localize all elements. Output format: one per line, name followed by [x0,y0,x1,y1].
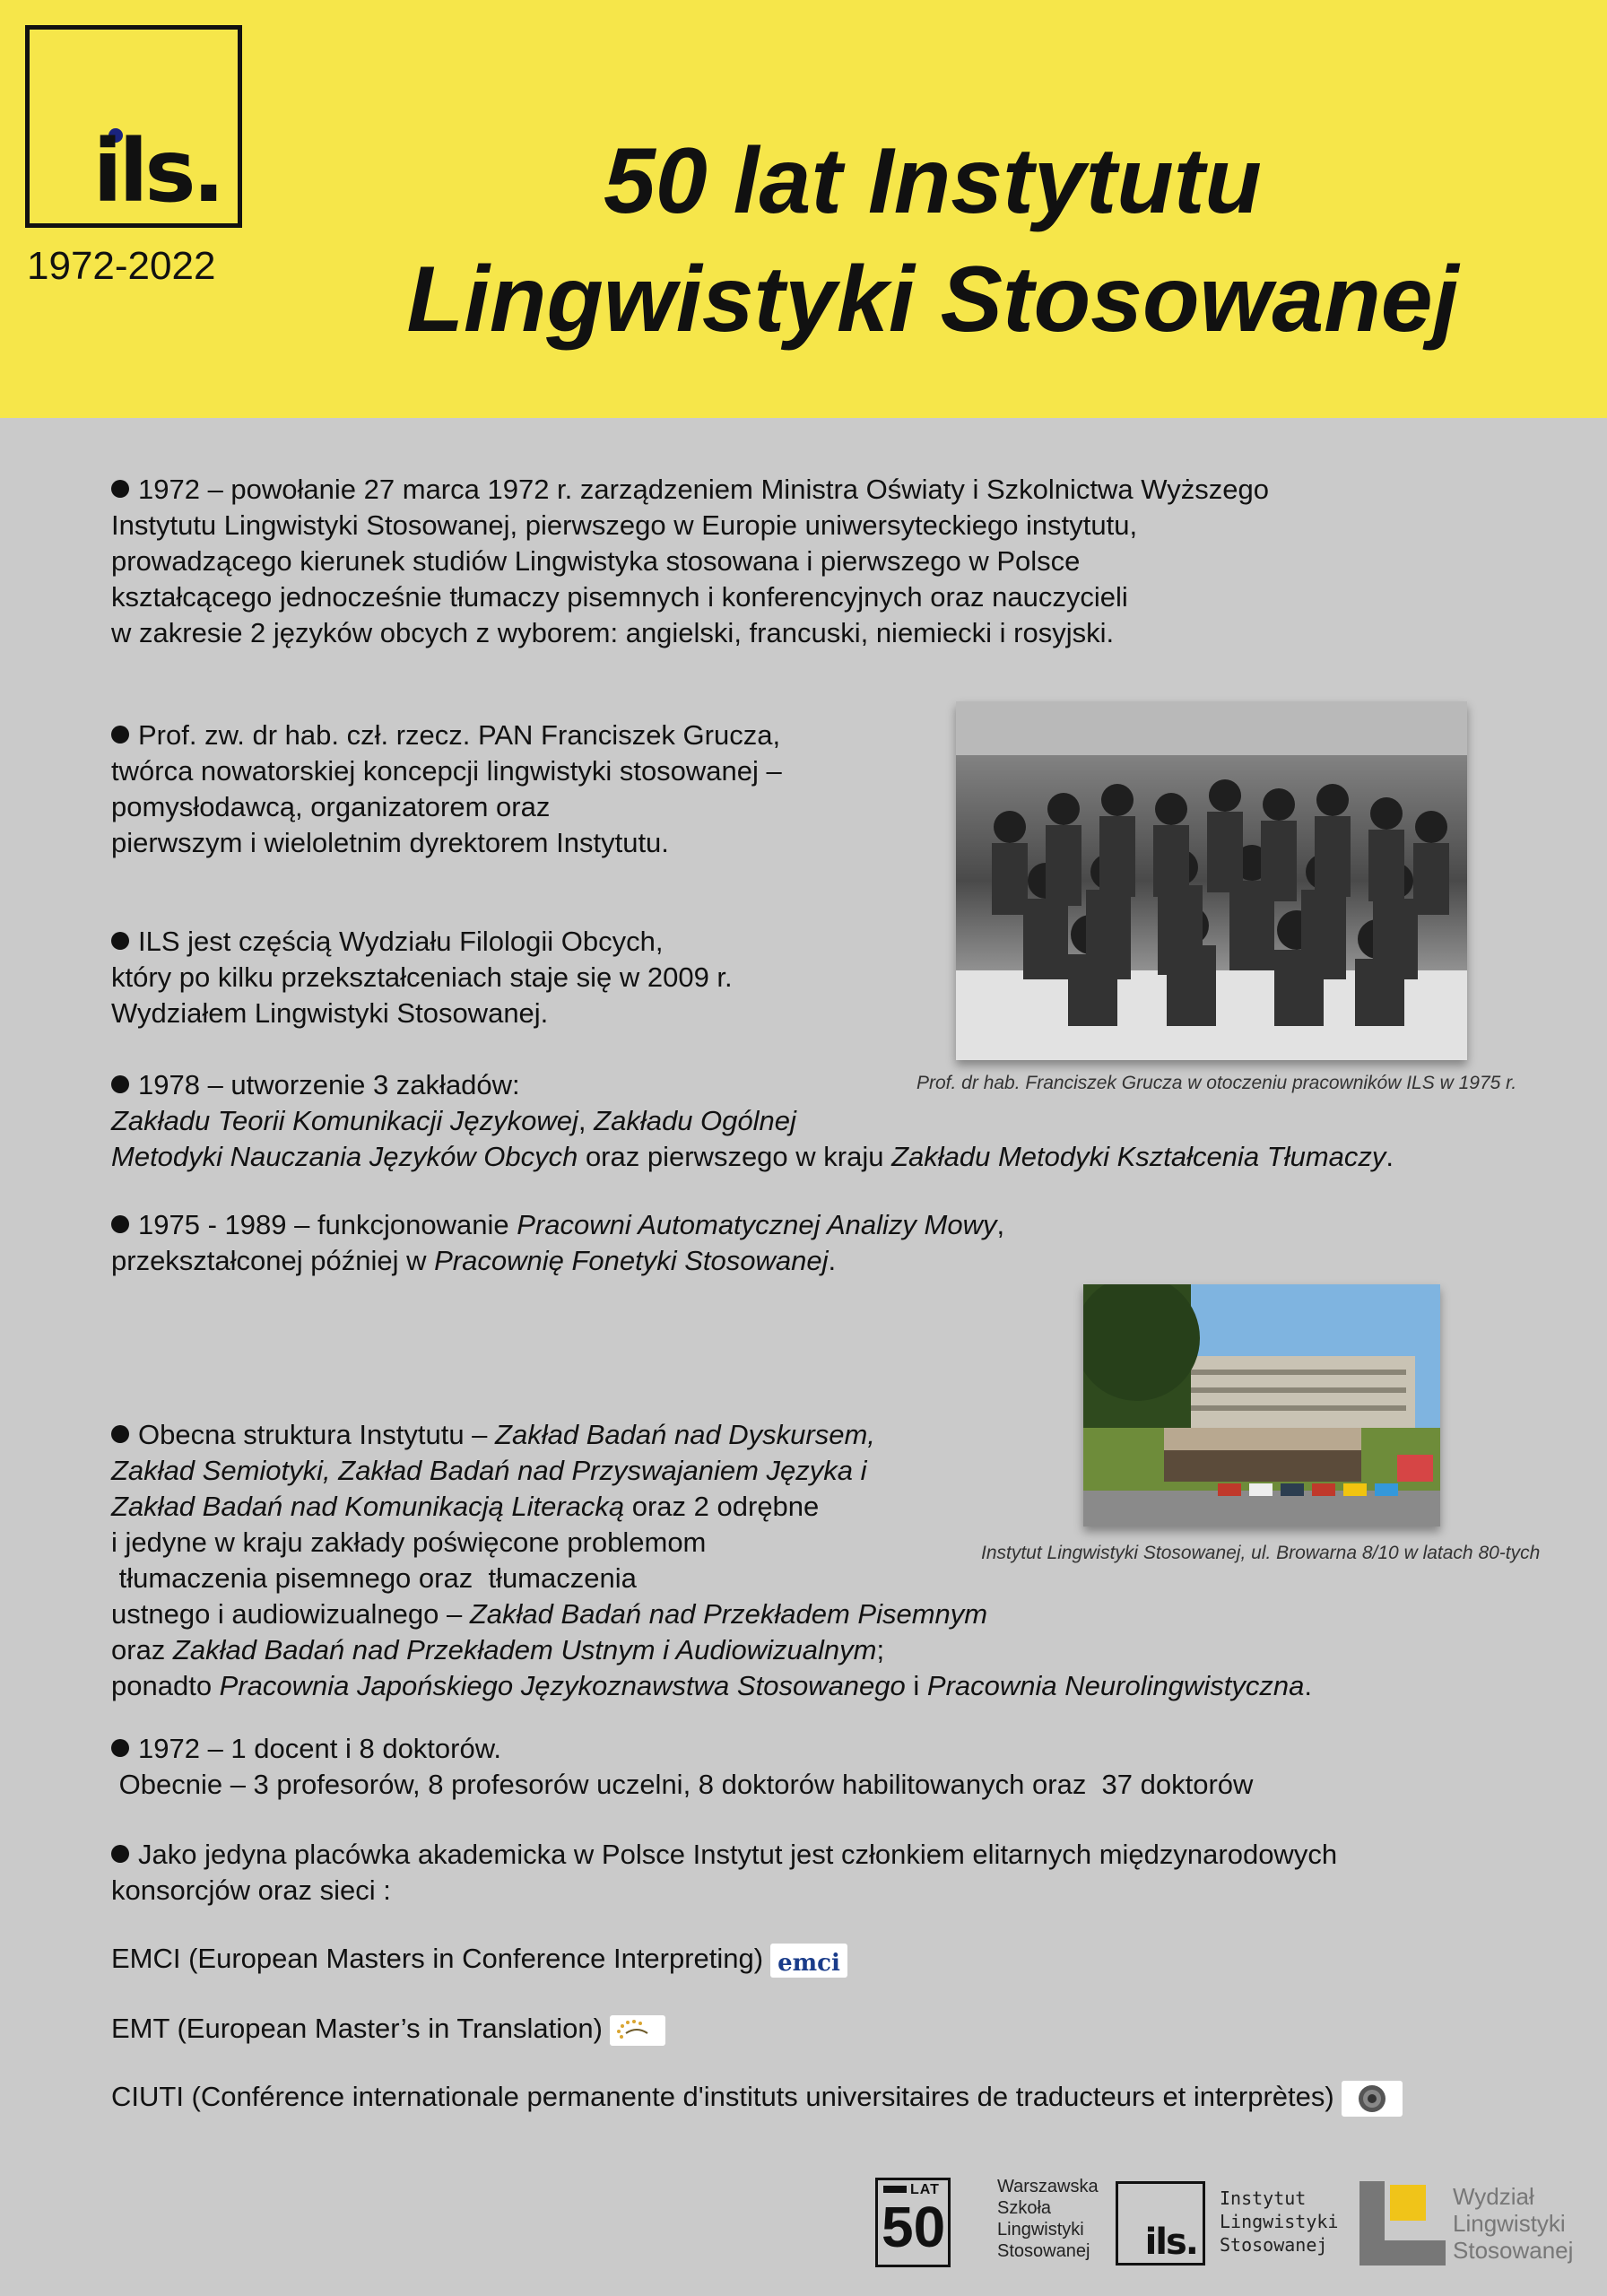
italic-text: Pracownię Fonetyki Stosowanej [434,1245,829,1276]
text-line [111,1243,1004,1279]
italic-text: Pracownia Japońskiego Językoznawstwa Stosowanego [219,1670,906,1701]
ils-footer-logo-text: ils. [1144,2222,1197,2263]
text-line: Obecnie – 3 profesorów, 8 profesorów uczelni, 8 doktorów habilitowanych oraz 37 doktorów [111,1769,1254,1800]
text: oraz 2 odrębne [624,1491,820,1522]
emci-text: EMCI (European Masters in Conference Interpreting) [111,1943,764,1974]
text: ; [876,1634,885,1665]
text: . [1304,1670,1312,1701]
page-title [323,122,1542,359]
italic-text: Zakład Badań nad Dyskursem, [495,1419,875,1450]
italic-text: Zakład Badań nad Przekładem Pisemnym [469,1598,988,1630]
paragraph-1978 [111,1067,1394,1175]
title-line-1: 50 lat Instytutu [604,129,1262,233]
ils-text-line: Stosowanej [1220,2234,1328,2256]
italic-text: Pracownia Neurolingwistyczna [926,1670,1305,1701]
text-line [111,1596,1312,1632]
text-line: który po kilku przekształceniach staje się w 2009 r. [111,961,733,993]
text-line: konsorcjów oraz sieci : [111,1874,391,1906]
italic-text: Metodyki Nauczania Języków Obcych [111,1141,578,1172]
italic-text: Pracowni Automatycznej Analizy Mowy [517,1209,997,1240]
wsls-logo [875,2178,951,2267]
wsls-logo-number: 50 [882,2195,946,2259]
italic-text: Zakład Badań nad Przekładem Ustnym i Audiowizualnym [172,1634,877,1665]
paragraph-founding [111,472,1269,651]
bullet-icon [111,480,129,498]
paragraph-structure [111,1417,1312,1704]
header-banner [0,0,1607,418]
text-line: Wydziałem Lingwistyki Stosowanej. [111,997,549,1029]
wsls-text-line: Warszawska [997,2177,1099,2196]
text-line: Instytutu Lingwistyki Stosowanej, pierwszego w Europie uniwersyteckiego instytutu, [111,509,1138,541]
photo1-caption: Prof. dr hab. Franciszek Grucza w otoczeniu pracowników ILS w 1975 r. [916,1073,1517,1093]
text-line [111,1139,1394,1175]
text-line: ILS jest częścią Wydziału Filologii Obcych, [138,926,664,957]
logo-text: ils. [92,121,222,222]
italic-text: Zakładu Ogólnej [594,1105,796,1136]
italic-text: Zakład Semiotyki, Zakład Badań nad Przyswajaniem Języka i [111,1455,867,1486]
text-line: Prof. zw. dr hab. czł. rzecz. PAN Franciszek Grucza, [138,719,781,751]
paragraph-1975-1989 [111,1207,1004,1279]
bullet-icon [111,1425,129,1443]
ils-text-line: Lingwistyki [1220,2211,1339,2232]
wsls-text-line: Szkoła [997,2198,1052,2218]
network-emt [111,2011,665,2047]
italic-text: Zakładu Teorii Komunikacji Językowej [111,1105,578,1136]
emt-logo-icon [610,2015,665,2046]
paragraph-networks [111,1837,1337,1909]
text-line: 1978 – utworzenie 3 zakładów: [138,1069,520,1100]
paragraph-staff [111,1731,1253,1803]
text-line [111,1103,1394,1139]
wls-text-line: Lingwistyki [1453,2210,1566,2237]
ils-text-line: Instytut [1220,2187,1307,2209]
text: przekształconej później w [111,1245,435,1276]
text: Obecna struktura Instytutu – [138,1419,496,1450]
text-line: 1972 – 1 docent i 8 doktorów. [138,1733,502,1764]
text-line: pomysłodawcą, organizatorem oraz [111,791,551,822]
text-line: i jedyne w kraju zakłady poświęcone problemom [111,1526,707,1558]
emci-logo-icon [770,1944,847,1978]
wls-text-line: Wydział [1453,2183,1534,2210]
ils-footer-logo [1116,2181,1205,2266]
wsls-text-line: Lingwistyki [997,2220,1084,2239]
ciuti-logo-icon [1342,2081,1403,2117]
text-line [111,1632,1312,1668]
ils-logo [25,25,242,228]
network-emci [111,1941,847,1978]
wls-text-line: Stosowanej [1453,2237,1574,2264]
text-line: pierwszym i wieloletnim dyrektorem Instytutu. [111,827,669,858]
wls-logo-bar-horizontal [1359,2240,1446,2266]
wsls-logo-lat: LAT [910,2182,940,2197]
text: . [828,1245,837,1276]
ils-text [1220,2187,1338,2257]
wsls-logo-bar [883,2186,907,2193]
bullet-icon [111,932,129,950]
text: , [578,1105,595,1136]
text: ustnego i audiowizualnego – [111,1598,470,1630]
emci-logo-text: emci [777,1949,840,1977]
wsls-text [997,2176,1099,2262]
text-line: twórca nowatorskiej koncepcji lingwistyki stosowanej – [111,755,782,787]
wls-logo [1359,2181,1446,2266]
text-line: tłumaczenia pisemnego oraz tłumaczenia [111,1562,637,1594]
text: oraz [111,1634,173,1665]
bullet-icon [111,1845,129,1863]
ciuti-text: CIUTI (Conférence internationale permanente d'instituts universitaires de traducteurs et interprètes) [111,2081,1334,2112]
text-line: prowadzącego kierunek studiów Lingwistyka stosowana i pierwszego w Polsce [111,545,1081,577]
text: ponadto [111,1670,220,1701]
text: . [1385,1141,1394,1172]
paragraph-faculty [111,924,733,1031]
wls-logo-square [1390,2185,1426,2221]
network-ciuti [111,2079,1403,2117]
text-line: Jako jedyna placówka akademicka w Polsce Instytut jest członkiem elitarnych międzynarodowych [138,1839,1338,1870]
paragraph-founder [111,718,782,861]
bullet-icon [111,1739,129,1757]
text-line [111,1668,1312,1704]
bullet-icon [111,1075,129,1093]
bullet-icon [111,1215,129,1233]
text: i [905,1670,927,1701]
text: oraz pierwszego w kraju [578,1141,892,1172]
italic-text: Zakładu Metodyki Kształcenia Tłumaczy [891,1141,1386,1172]
wsls-text-line: Stosowanej [997,2241,1090,2261]
italic-text: Zakład Badań nad Komunikacją Literacką [111,1491,625,1522]
group-photo-1975 [956,701,1467,1060]
text-line [111,1489,1312,1525]
anniversary-years: 1972-2022 [27,244,216,288]
text-line: kształcącego jednocześnie tłumaczy pisemnych i konferencyjnych oraz nauczycieli [111,581,1128,613]
emt-text: EMT (European Master’s in Translation) [111,2013,603,2044]
wls-text [1453,2183,1573,2264]
title-line-2: Lingwistyki Stosowanej [406,248,1459,352]
text-line: w zakresie 2 języków obcych z wyborem: angielski, francuski, niemiecki i rosyjski. [111,617,1115,648]
bullet-icon [111,726,129,744]
photo2-caption: Instytut Lingwistyki Stosowanej, ul. Browarna 8/10 w latach 80-tych [981,1543,1541,1563]
text-line: 1972 – powołanie 27 marca 1972 r. zarządzeniem Ministra Oświaty i Szkolnictwa Wyższego [138,474,1269,505]
text: , [996,1209,1005,1240]
text: 1975 - 1989 – funkcjonowanie [138,1209,517,1240]
